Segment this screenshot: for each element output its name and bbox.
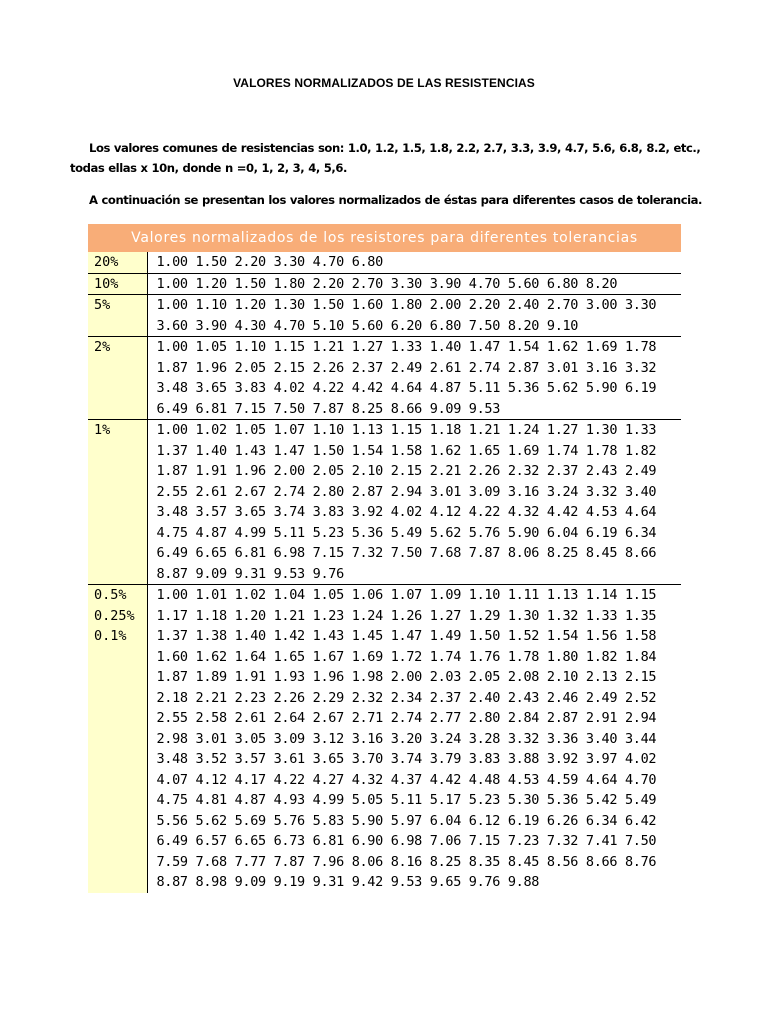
table-body — [88, 252, 681, 893]
values-line: 1.00 1.02 1.05 1.07 1.10 1.13 1.15 1.18 1.21 1.24 1.27 1.30 1.33 — [156, 422, 657, 438]
tolerance-label: 2% — [94, 339, 111, 355]
values-line: 1.37 1.38 1.40 1.42 1.43 1.45 1.47 1.49 1.50 1.52 1.54 1.56 1.58 — [156, 628, 657, 644]
values-line: 1.00 1.50 2.20 3.30 4.70 6.80 — [156, 254, 383, 270]
values-line: 1.00 1.20 1.50 1.80 2.20 2.70 3.30 3.90 4.70 5.60 6.80 8.20 — [156, 275, 618, 292]
tolerance-cell — [88, 295, 147, 337]
tolerance-label: 0.25% — [94, 607, 135, 624]
tolerance-group-row — [88, 295, 681, 337]
values-cell — [147, 273, 681, 295]
tolerance-group-row — [88, 420, 681, 585]
tolerance-cell — [88, 585, 147, 893]
values-line: 4.75 4.87 4.99 5.11 5.23 5.36 5.49 5.62 5.76 5.90 6.04 6.19 6.34 — [156, 524, 657, 541]
values-line: 2.55 2.61 2.67 2.74 2.80 2.87 2.94 3.01 3.09 3.16 3.24 3.32 3.40 — [156, 483, 657, 500]
values-line: 2.98 3.01 3.05 3.09 3.12 3.16 3.20 3.24 3.28 3.32 3.36 3.40 3.44 — [156, 730, 657, 747]
table-header: Valores normalizados de los resistores para diferentes tolerancias — [88, 224, 681, 252]
tolerance-group-row — [88, 585, 681, 893]
values-line: 4.07 4.12 4.17 4.22 4.27 4.32 4.37 4.42 4.48 4.53 4.59 4.64 4.70 — [156, 771, 657, 788]
values-line: 4.75 4.81 4.87 4.93 4.99 5.05 5.11 5.17 5.23 5.30 5.36 5.42 5.49 — [156, 792, 657, 808]
tolerance-cell — [88, 252, 147, 273]
tolerance-label: 10% — [94, 275, 119, 292]
tolerance-cell — [88, 420, 147, 585]
tolerance-label: 5% — [94, 297, 111, 313]
tolerance-cell — [88, 273, 147, 295]
values-line: 5.56 5.62 5.69 5.76 5.83 5.90 5.97 6.04 6.12 6.19 6.26 6.34 6.42 — [156, 812, 657, 829]
values-line: 3.60 3.90 4.30 4.70 5.10 5.60 6.20 6.80 7.50 8.20 9.10 — [156, 317, 579, 334]
values-cell — [147, 337, 681, 420]
values-line: 1.17 1.18 1.20 1.21 1.23 1.24 1.26 1.27 1.29 1.30 1.32 1.33 1.35 — [156, 607, 657, 624]
tolerance-label: 0.5% — [94, 587, 127, 603]
values-line: 2.18 2.21 2.23 2.26 2.29 2.32 2.34 2.37 2.40 2.43 2.46 2.49 2.52 — [156, 689, 657, 706]
values-line: 1.37 1.40 1.43 1.47 1.50 1.54 1.58 1.62 1.65 1.69 1.74 1.78 1.82 — [156, 442, 657, 459]
tolerance-group-row — [88, 273, 681, 295]
values-cell — [147, 585, 681, 893]
intro-paragraph: Los valores comunes de resistencias son: 1.0, 1.2, 1.5, 1.8, 2.2, 2.7, 3.3, 3.9, 4.7, 5.6, 6.8, 8.2, etc., todas ellas x 10n, donde n =0, 1, 2, 3, 4, 5,6. — [70, 141, 701, 175]
tolerance-label: 1% — [94, 422, 111, 438]
values-cell — [147, 295, 681, 337]
values-cell — [147, 252, 681, 273]
values-line: 1.00 1.05 1.10 1.15 1.21 1.27 1.33 1.40 1.47 1.54 1.62 1.69 1.78 — [156, 339, 657, 355]
tolerance-cell — [88, 337, 147, 420]
values-line: 1.00 1.01 1.02 1.04 1.05 1.06 1.07 1.09 1.10 1.11 1.13 1.14 1.15 — [156, 587, 657, 603]
values-line: 6.49 6.81 7.15 7.50 7.87 8.25 8.66 9.09 9.53 — [156, 400, 501, 417]
values-line: 1.87 1.89 1.91 1.93 1.96 1.98 2.00 2.03 2.05 2.08 2.10 2.13 2.15 — [156, 669, 657, 685]
tolerance-label: 20% — [94, 254, 119, 270]
values-line: 8.87 8.98 9.09 9.19 9.31 9.42 9.53 9.65 9.76 9.88 — [156, 874, 540, 890]
values-grid — [88, 252, 681, 893]
values-line: 6.49 6.57 6.65 6.73 6.81 6.90 6.98 7.06 7.15 7.23 7.32 7.41 7.50 — [156, 833, 657, 849]
table-intro-paragraph: A continuación se presentan los valores normalizados de éstas para diferentes casos de tolerancia. — [89, 193, 703, 207]
document-title: VALORES NORMALIZADOS DE LAS RESISTENCIAS — [233, 76, 535, 90]
tolerance-group-row — [88, 252, 681, 273]
values-cell — [147, 420, 681, 585]
values-line: 3.48 3.57 3.65 3.74 3.83 3.92 4.02 4.12 4.22 4.32 4.42 4.53 4.64 — [156, 504, 657, 520]
values-line: 1.00 1.10 1.20 1.30 1.50 1.60 1.80 2.00 2.20 2.40 2.70 3.00 3.30 — [156, 297, 657, 313]
values-line: 6.49 6.65 6.81 6.98 7.15 7.32 7.50 7.68 7.87 8.06 8.25 8.45 8.66 — [156, 545, 657, 561]
values-line: 3.48 3.65 3.83 4.02 4.22 4.42 4.64 4.87 5.11 5.36 5.62 5.90 6.19 — [156, 380, 657, 396]
values-line: 3.48 3.52 3.57 3.61 3.65 3.70 3.74 3.79 3.83 3.88 3.92 3.97 4.02 — [156, 751, 657, 767]
values-line: 2.55 2.58 2.61 2.64 2.67 2.71 2.74 2.77 2.80 2.84 2.87 2.91 2.94 — [156, 710, 657, 726]
resistor-values-table — [88, 224, 681, 893]
tolerance-label: 0.1% — [94, 628, 127, 644]
tolerance-group-row — [88, 337, 681, 420]
values-line: 1.60 1.62 1.64 1.65 1.67 1.69 1.72 1.74 1.76 1.78 1.80 1.82 1.84 — [156, 648, 657, 665]
values-line: 7.59 7.68 7.77 7.87 7.96 8.06 8.16 8.25 8.35 8.45 8.56 8.66 8.76 — [156, 853, 657, 870]
values-line: 8.87 9.09 9.31 9.53 9.76 — [156, 565, 344, 582]
values-line: 1.87 1.96 2.05 2.15 2.26 2.37 2.49 2.61 2.74 2.87 3.01 3.16 3.32 — [156, 359, 657, 376]
values-line: 1.87 1.91 1.96 2.00 2.05 2.10 2.15 2.21 2.26 2.32 2.37 2.43 2.49 — [156, 463, 657, 479]
